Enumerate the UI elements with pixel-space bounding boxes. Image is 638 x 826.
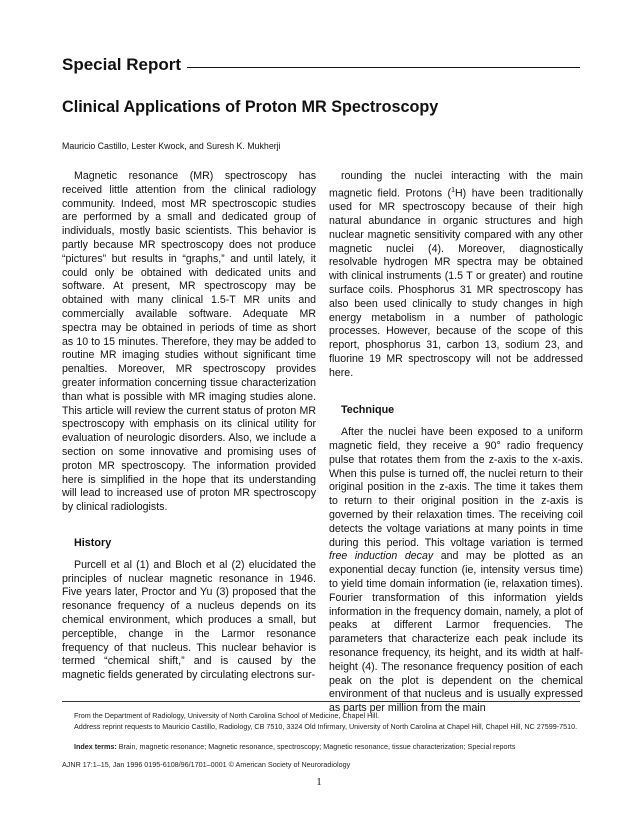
journal-citation: AJNR 17:1–15, Jan 1996 0195-6108/96/1701–0001 © American Society of Neuroradiology <box>62 760 351 769</box>
reprint-note: Address reprint requests to Mauricio Castillo, Radiology, CB 7510, 3324 Old Infirmary, University of North Carolina at Chapel Hill, Chapel Hill, NC 27599-7510. <box>74 722 578 731</box>
technique-italic-term: free induction decay <box>329 550 434 563</box>
continued-text-b: H) have been traditionally used for MR spectroscopy because of their high natural abundance in organic structures and high nuclear magnetic sensitivity compared with any other magnetic nuclei (4). Moreover, diagnostically resolvable hydrogen MR spectra may be obtained with clinical instruments (1.5 T or greater) and routine surface coils. Phosphorus 31 MR spectroscopy has also been used clinically to study changes in high energy metabolism in a number of pathologic processes. However, because of the scope of this report, phosphorus 31, carbon 13, sodium 23, and fluorine 19 MR spectroscopy will not be addressed here. <box>329 187 583 379</box>
continued-text-a: rounding the nuclei interacting with the main magnetic field. Protons ( <box>329 170 583 200</box>
history-heading: History <box>74 536 112 549</box>
technique-paragraph <box>329 426 583 716</box>
author-list: Mauricio Castillo, Lester Kwock, and Suresh K. Mukherji <box>62 141 281 151</box>
technique-text-a: After the nuclei have been exposed to a uniform magnetic field, they receive a 90° radio frequency pulse that rotates them from the z-axis to the x-axis. When this pulse is turned off, the nuclei return to their original position in the z-axis. The time it takes them to return to their original position in the z-axis is governed by their relaxation times. The receiving coil detects the voltage variations at many points in time during this period. This voltage variation is termed <box>329 426 583 549</box>
footnote-rule <box>62 701 580 702</box>
technique-heading: Technique <box>341 404 395 417</box>
section-header <box>62 52 580 78</box>
page-number: 1 <box>316 776 322 788</box>
section-label: Special Report <box>62 55 182 74</box>
section-rule <box>187 67 580 68</box>
index-terms-note <box>62 742 580 752</box>
continued-paragraph <box>329 170 583 380</box>
technique-text-b: and may be plotted as an exponential decay function (ie, intensity versus time) to yield time domain information (ie, relaxation times). Fourier transformation of this information yields information in the frequency domain, namely, a plot of peaks at different Larmor frequencies. The parameters that characterize each peak include its resonance frequency, its height, and its width at half-height (4). The resonance frequency position of each peak on the plot is dependent on the chemical environment of that nucleus and is usually expressed as parts per million from the main <box>329 550 583 715</box>
history-paragraph: Purcell et al (1) and Bloch et al (2) elucidated the principles of nuclear magnetic resonance in 1946. Five years later, Proctor and Yu (3) proposed that the resonance frequency of a nucleus depends on its chemical environment, which produces a small, but perceptible, change in the Larmor resonance frequency of that nucleus. This nuclear behavior is termed “chemical shift,” and is caused by the magnetic fields generated by circulating electrons sur- <box>62 558 316 682</box>
index-terms-label: Index terms: <box>74 742 117 751</box>
intro-paragraph: Magnetic resonance (MR) spectroscopy has received little attention from the clinical radiology community. Indeed, most MR spectroscopic studies are performed by a small and dedicated group of individuals, mostly basic scientists. This behavior is partly because MR spectroscopy does not produce “pictures” but results in “graphs,” and until lately, it could only be obtained with dedicated units and software. At present, MR spectroscopy may be obtained with many clinical 1.5-T MR units and commercially available software. Adequate MR spectra may be obtained in periods of time as short as 10 to 15 minutes. Therefore, they may be added to routine MR imaging studies without significant time penalties. Moreover, MR spectroscopy provides greater information concerning tissue characterization than what is possible with MR imaging studies alone. This article will review the current status of proton MR spectroscopy with emphasis on its clinical utility for evaluation of neurologic disorders. Also, we include a section on some innovative and promising uses of proton MR spectroscopy. The information provided here is simplified in the hope that its understanding will lead to increased use of proton MR spectroscopy by clinical radiologists. <box>62 170 316 514</box>
index-terms-text: Brain, magnetic resonance; Magnetic resonance, spectroscopy; Magnetic resonance, tissue characterization; Special reports <box>116 742 516 751</box>
affiliation-note: From the Department of Radiology, University of North Carolina School of Medicine, Chapel Hill. <box>74 711 380 720</box>
right-column <box>329 170 583 716</box>
left-column <box>62 170 316 683</box>
article-title: Clinical Applications of Proton MR Spectroscopy <box>62 98 439 116</box>
isotope-superscript: 1 <box>451 186 455 194</box>
